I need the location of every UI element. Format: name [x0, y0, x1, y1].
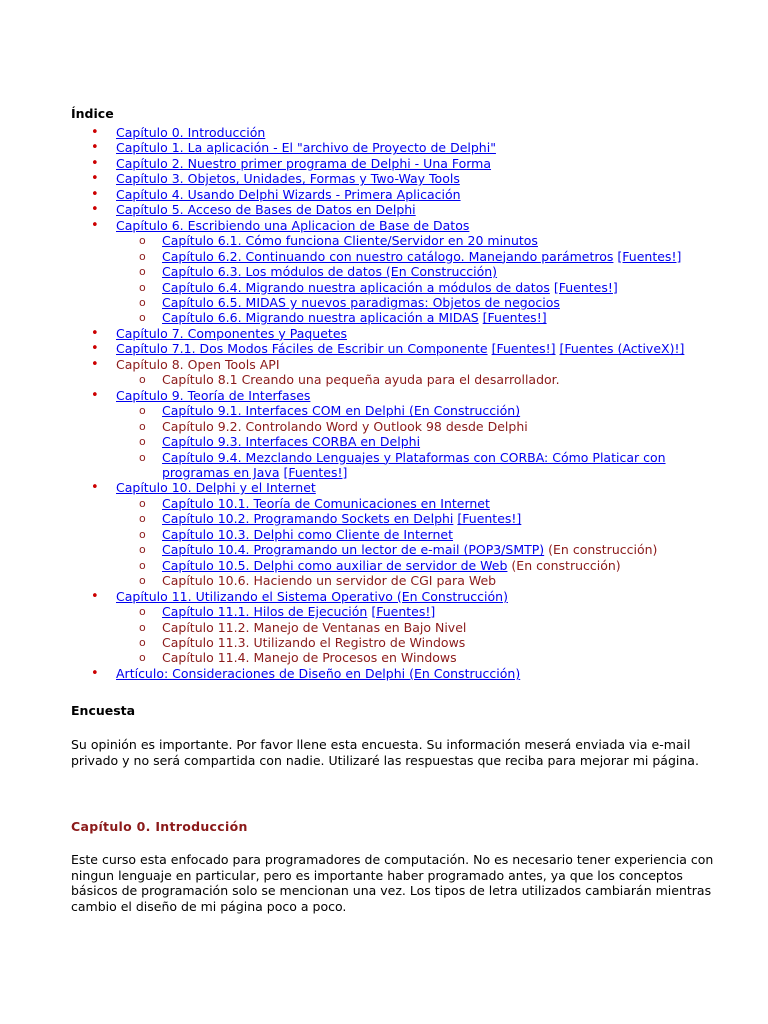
toc-subitem [71, 496, 711, 511]
chapter-link[interactable]: Capítulo 7. Componentes y Paquetes [116, 325, 348, 341]
toc-subitem [71, 604, 711, 619]
chapter-link[interactable]: Capítulo 11. Utilizando el Sistema Operativo (En Construcción) [116, 588, 508, 604]
chapter-link[interactable]: Capítulo 7.1. Dos Modos Fáciles de Escribir un Componente [116, 341, 488, 357]
chapter-link[interactable]: Artículo: Consideraciones de Diseño en Delphi (En Construcción) [116, 665, 521, 681]
sources-link[interactable]: [Fuentes!] [371, 604, 436, 620]
chapter-link[interactable]: Capítulo 6.5. MIDAS y nuevos paradigmas: Objetos de negocios [162, 294, 560, 310]
survey-heading: Encuesta [71, 703, 136, 719]
chapter-link[interactable]: Capítulo 11.1. Hilos de Ejecución [162, 604, 368, 620]
toc-item [71, 140, 711, 155]
survey-text: Su opinión es importante. Por favor llene esta encuesta. Su información meserá enviada via e-mail privado y no será compartida con nadie. Utilizaré las respuestas que reciba para mejorar mi página. [71, 737, 699, 768]
toc-subitem [71, 295, 711, 310]
chapter-link[interactable]: Capítulo 10. Delphi y el Internet [116, 480, 316, 496]
toc-item [71, 218, 711, 326]
chapter-link[interactable]: Capítulo 9.1. Interfaces COM en Delphi (En Construcción) [162, 403, 521, 419]
chapter-heading: Capítulo 0. Introducción [71, 819, 248, 835]
toc-sublist [116, 233, 711, 326]
chapter-link[interactable]: Capítulo 6. Escribiendo una Aplicacion de Base de Datos [116, 217, 470, 233]
toc-item [71, 589, 711, 666]
chapter-title: Capítulo 8. Open Tools API [116, 356, 280, 372]
chapter-link[interactable]: Capítulo 10.3. Delphi como Cliente de Internet [162, 526, 453, 542]
toc-item [71, 357, 711, 388]
sources-link[interactable]: [Fuentes!] [553, 279, 618, 295]
page-content [71, 106, 714, 914]
toc-subitem [71, 419, 711, 434]
toc-subitem [71, 620, 711, 635]
chapter-link[interactable]: Capítulo 10.2. Programando Sockets en Delphi [162, 511, 454, 527]
toc-item [71, 480, 711, 588]
toc-subitem [71, 372, 711, 387]
chapter-link[interactable]: Capítulo 6.2. Continuando con nuestro catálogo. Manejando parámetros [162, 248, 614, 264]
toc-sublist [116, 403, 711, 480]
chapter-link[interactable]: Capítulo 9.3. Interfaces CORBA en Delphi [162, 434, 421, 450]
toc-sublist [116, 604, 711, 666]
toc-item [71, 156, 711, 171]
toc-subitem [71, 650, 711, 665]
toc-subitem [71, 542, 711, 557]
sources-link[interactable]: [Fuentes!] [617, 248, 682, 264]
chapter-title: Capítulo 9.2. Controlando Word y Outlook 98 desde Delphi [162, 418, 528, 434]
toc-subitem [71, 511, 711, 526]
toc-item [71, 202, 711, 217]
chapter-link[interactable]: Capítulo 6.1. Cómo funciona Cliente/Servidor en 20 minutos [162, 233, 538, 249]
chapter-link[interactable]: Capítulo 1. La aplicación - El "archivo de Proyecto de Delphi" [116, 140, 496, 156]
toc-subitem [71, 558, 711, 573]
chapter-link[interactable]: Capítulo 3. Objetos, Unidades, Formas y Two-Way Tools [116, 171, 460, 187]
toc-subitem [71, 310, 711, 325]
toc-item [71, 125, 711, 140]
toc-sublist [116, 496, 711, 589]
toc-subitem [71, 280, 711, 295]
chapter-link[interactable]: Capítulo 6.4. Migrando nuestra aplicación a módulos de datos [162, 279, 550, 295]
toc-subitem [71, 573, 711, 588]
chapter-title: Capítulo 11.2. Manejo de Ventanas en Bajo Nivel [162, 619, 467, 635]
sources-link[interactable]: [Fuentes!] [491, 341, 556, 357]
chapter-link[interactable]: Capítulo 4. Usando Delphi Wizards - Primera Aplicación [116, 186, 461, 202]
toc-subitem [71, 450, 711, 481]
toc-subitem [71, 434, 711, 449]
chapter-title: Capítulo 11.4. Manejo de Procesos en Windows [162, 650, 457, 666]
chapter-link[interactable]: Capítulo 10.4. Programando un lector de e-mail (POP3/SMTP) [162, 542, 545, 558]
chapter-link[interactable]: Capítulo 6.3. Los módulos de datos (En Construcción) [162, 264, 498, 280]
toc-subitem [71, 527, 711, 542]
chapter-link[interactable]: Capítulo 6.6. Migrando nuestra aplicación a MIDAS [162, 310, 479, 326]
chapter-title: Capítulo 8.1 Creando una pequeña ayuda para el desarrollador. [162, 372, 560, 388]
toc-item [71, 171, 711, 186]
sources-link[interactable]: [Fuentes!] [457, 511, 522, 527]
status-note: (En construcción) [548, 542, 658, 558]
chapter-link[interactable]: Capítulo 5. Acceso de Bases de Datos en Delphi [116, 202, 416, 218]
toc-item [71, 187, 711, 202]
toc-subitem [71, 403, 711, 418]
toc-item [71, 326, 711, 341]
status-note: (En construcción) [511, 557, 621, 573]
sources-link[interactable]: [Fuentes!] [482, 310, 547, 326]
chapter-intro-text: Este curso esta enfocado para programadores de computación. No es necesario tener experiencia con ningun lenguaje en particular, pero es importante haber programado antes, ya que los conceptos básicos de programación solo se mencionan una vez. Los tipos de letra utilizados cambiarán mientras cambio el diseño de mi página poco a poco. [71, 852, 714, 914]
toc-subitem [71, 264, 711, 279]
chapter-link[interactable]: Capítulo 0. Introducción [116, 125, 266, 140]
chapter-title: Capítulo 10.6. Haciendo un servidor de CGI para Web [162, 573, 497, 589]
sources-link[interactable]: [Fuentes!] [283, 464, 348, 480]
index-heading: Índice [71, 106, 114, 121]
toc-item [71, 666, 711, 681]
toc-subitem [71, 635, 711, 650]
toc-sublist [116, 372, 711, 387]
chapter-link[interactable]: Capítulo 10.5. Delphi como auxiliar de servidor de Web [162, 557, 508, 573]
toc-subitem [71, 233, 711, 248]
chapter-link[interactable]: Capítulo 9.4. Mezclando Lenguajes y Plataformas con CORBA: Cómo Platicar con programas en Java [162, 449, 666, 480]
chapter-title: Capítulo 11.3. Utilizando el Registro de Windows [162, 634, 466, 650]
chapter-link[interactable]: Capítulo 10.1. Teoría de Comunicaciones en Internet [162, 495, 490, 511]
sources-link[interactable]: [Fuentes (ActiveX)!] [559, 341, 685, 357]
table-of-contents [71, 125, 711, 681]
chapter-link[interactable]: Capítulo 9. Teoría de Interfases [116, 387, 311, 403]
toc-item [71, 341, 711, 356]
toc-item [71, 388, 711, 481]
chapter-link[interactable]: Capítulo 2. Nuestro primer programa de Delphi - Una Forma [116, 155, 492, 171]
toc-subitem [71, 249, 711, 264]
